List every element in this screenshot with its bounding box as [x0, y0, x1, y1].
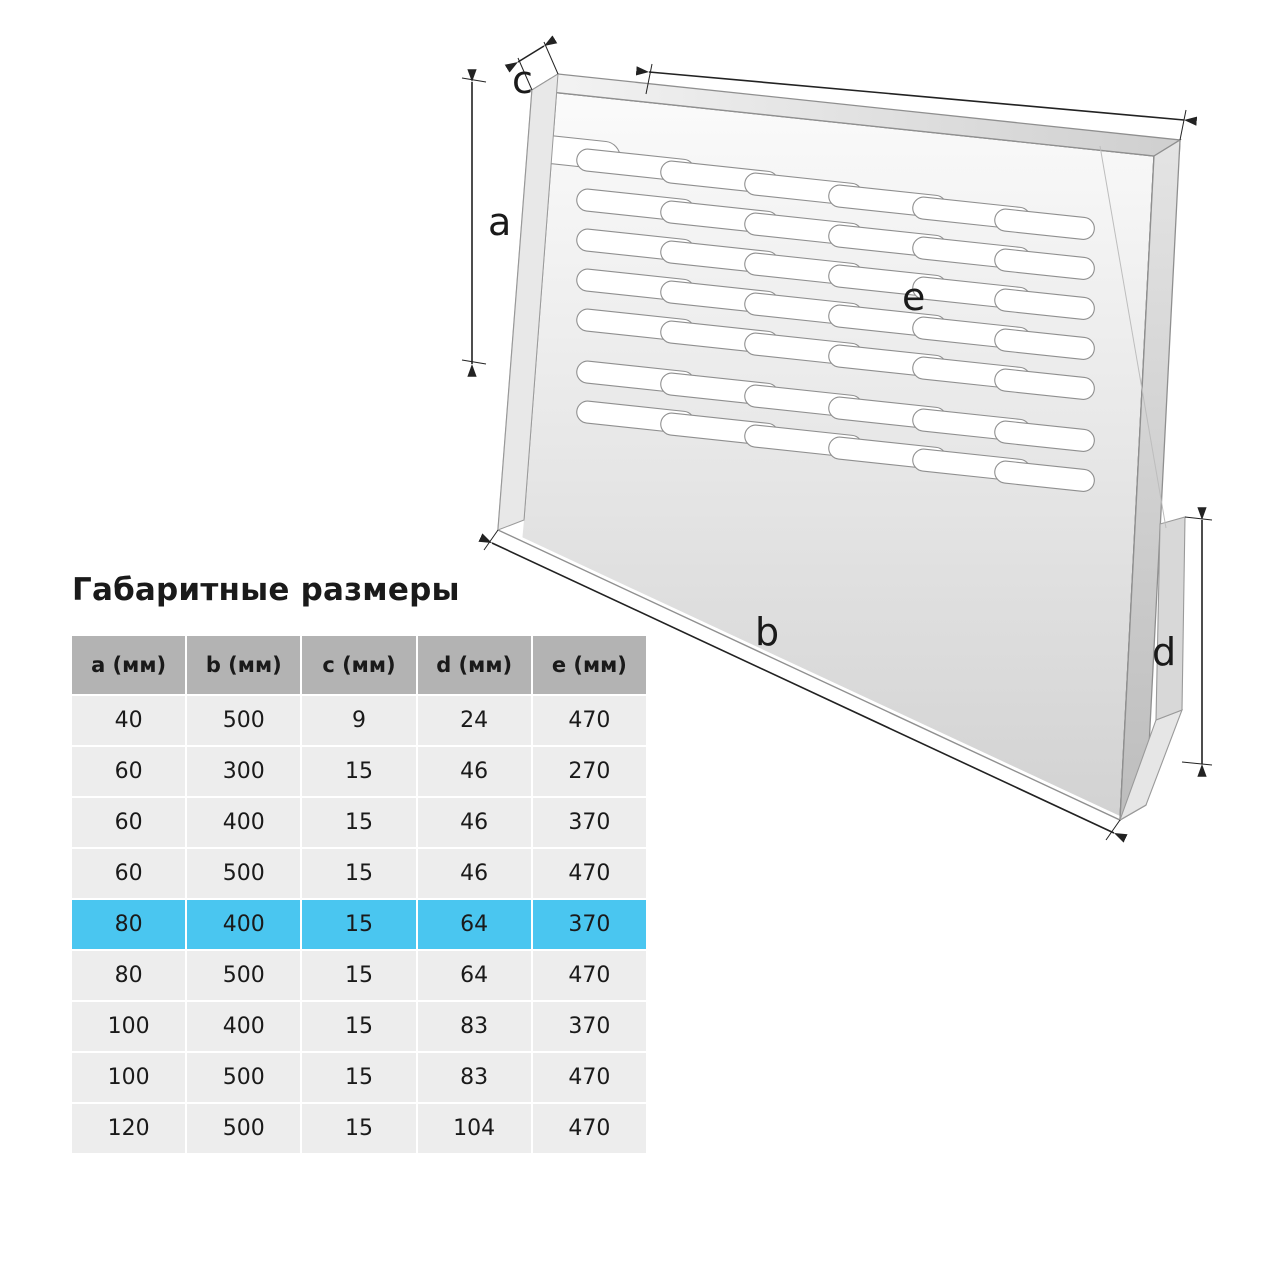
cell-d: 64 [417, 950, 532, 1001]
table-row [71, 695, 647, 746]
cell-e: 470 [532, 695, 647, 746]
table-header-a: a (мм) [71, 635, 186, 695]
dimensions-table-block [70, 572, 670, 1155]
cell-d: 83 [417, 1052, 532, 1103]
cell-a: 120 [71, 1103, 186, 1154]
cell-e: 470 [532, 1103, 647, 1154]
dimension-label-b: b [755, 610, 780, 654]
cell-b: 500 [186, 1103, 301, 1154]
cell-e: 370 [532, 1001, 647, 1052]
table-row [71, 1001, 647, 1052]
table-header-c: c (мм) [301, 635, 416, 695]
cell-e: 270 [532, 746, 647, 797]
cell-c: 15 [301, 746, 416, 797]
cell-a: 60 [71, 797, 186, 848]
cell-b: 400 [186, 797, 301, 848]
cell-d: 46 [417, 848, 532, 899]
cell-a: 60 [71, 848, 186, 899]
cell-c: 15 [301, 1103, 416, 1154]
dimension-label-a: a [488, 200, 512, 244]
table-header-e: e (мм) [532, 635, 647, 695]
cell-c: 15 [301, 848, 416, 899]
cell-e: 470 [532, 950, 647, 1001]
cell-b: 400 [186, 899, 301, 950]
table-title: Габаритные размеры [72, 572, 460, 608]
cell-a: 60 [71, 746, 186, 797]
cell-e: 470 [532, 848, 647, 899]
cell-d: 64 [417, 899, 532, 950]
cell-b: 300 [186, 746, 301, 797]
table-header-d: d (мм) [417, 635, 532, 695]
cell-d: 104 [417, 1103, 532, 1154]
table-row [71, 1052, 647, 1103]
cell-c: 15 [301, 797, 416, 848]
cell-d: 24 [417, 695, 532, 746]
cell-a: 80 [71, 899, 186, 950]
cell-d: 46 [417, 746, 532, 797]
dimensions-table [70, 634, 648, 1155]
table-header-b: b (мм) [186, 635, 301, 695]
cell-b: 500 [186, 1052, 301, 1103]
cell-a: 100 [71, 1052, 186, 1103]
cell-b: 400 [186, 1001, 301, 1052]
cell-e: 370 [532, 797, 647, 848]
cell-c: 15 [301, 899, 416, 950]
cell-c: 15 [301, 950, 416, 1001]
cell-e: 470 [532, 1052, 647, 1103]
cell-e: 370 [532, 899, 647, 950]
table-row [71, 1103, 647, 1154]
table-row [71, 746, 647, 797]
cell-a: 40 [71, 695, 186, 746]
table-header-row [71, 635, 647, 695]
table-row [71, 950, 647, 1001]
table-row [71, 848, 647, 899]
table-row [71, 797, 647, 848]
table-row-highlighted [71, 899, 647, 950]
cell-a: 100 [71, 1001, 186, 1052]
cell-a: 80 [71, 950, 186, 1001]
dimension-label-c: c [512, 58, 533, 102]
cell-b: 500 [186, 695, 301, 746]
cell-b: 500 [186, 848, 301, 899]
cell-c: 15 [301, 1001, 416, 1052]
cell-b: 500 [186, 950, 301, 1001]
cell-c: 9 [301, 695, 416, 746]
cell-d: 46 [417, 797, 532, 848]
table-body [71, 695, 647, 1154]
dimension-label-d: d [1152, 630, 1177, 674]
cell-c: 15 [301, 1052, 416, 1103]
dimension-label-e: e [902, 275, 926, 319]
cell-d: 83 [417, 1001, 532, 1052]
